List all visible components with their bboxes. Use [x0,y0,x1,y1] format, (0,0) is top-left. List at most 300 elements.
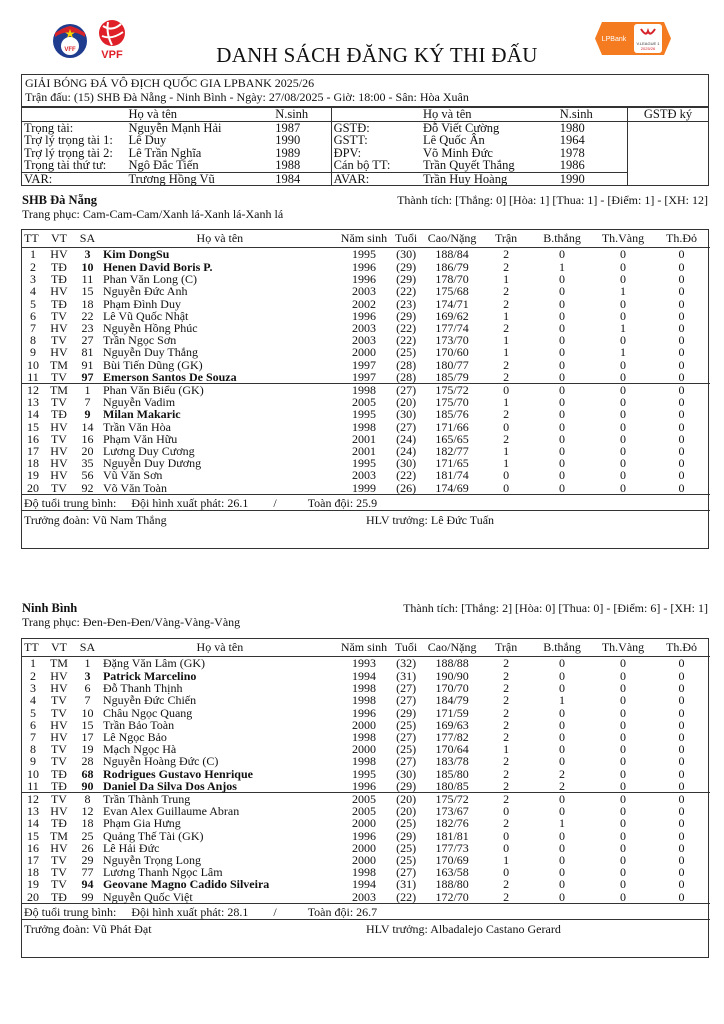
player-name: Nguyễn Quốc Việt [102,889,193,904]
shirt-number: 10 [81,260,94,274]
matches: 2 [503,754,510,769]
height-weight: 183/78 [435,754,469,769]
official-role: Trợ lý trọng tài 1: [24,133,113,147]
column-header-birth-year: Năm sinh [339,230,389,247]
age: (27) [389,384,423,397]
position: TV [50,693,67,708]
tt: 5 [29,296,36,311]
matches: 0 [503,480,510,495]
birth-year: 2000 [351,345,376,360]
position: HV [50,669,68,683]
official-name: Trần Huy Hoàng [421,172,558,186]
red-cards: 0 [678,444,685,459]
birth-year: 1995 [351,247,376,262]
age: (27) [396,681,417,696]
goals: 0 [559,742,566,757]
position: TĐ [50,407,67,422]
age: (28) [396,357,417,372]
officials-body [22,121,709,186]
red-cards: 0 [678,296,685,311]
red-cards: 0 [678,431,685,446]
height-weight: 181/81 [435,828,469,843]
shirt-number: 7 [84,395,91,410]
position: TV [50,369,67,384]
official-name: Nguyễn Mạnh Hải [128,120,222,135]
player-name: Nguyễn Đức Chiến [102,693,197,708]
player-name: Phạm Gia Hưng [102,816,181,831]
position: TV [50,705,67,720]
goals: 0 [559,705,566,720]
roster-header-row [22,230,710,247]
team-manager: Trưởng đoàn: Vũ Nam Thắng [24,512,167,527]
player-name: Phan Văn Long (C) [102,272,198,287]
height-weight: 190/90 [435,669,469,683]
avg-age-row: Độ tuổi trung bình: Đội hình xuất phát: 28.1 / Toàn đội: 26.7 [22,904,710,920]
column-header-age: Tuổi [389,639,423,656]
shirt-number: 15 [81,284,94,299]
shirt-number: 94 [81,877,94,892]
shirt-number: 3 [84,669,91,683]
shirt-number: 99 [81,889,94,904]
matches: 0 [503,468,510,483]
header-birth: N.sinh [273,108,331,122]
official-role: Trọng tài thứ tư: [24,158,107,172]
height-weight: 163/58 [435,865,469,880]
player-name: Trần Thành Trung [101,793,339,806]
tt: 6 [29,717,36,732]
goals: 1 [559,260,566,274]
age: (29) [396,308,417,323]
height-weight: 181/74 [435,468,469,483]
yellow-cards: 0 [620,816,627,831]
player-row [22,768,710,780]
shirt-number: 8 [74,793,101,806]
matches: 0 [481,384,531,397]
red-cards: 0 [678,656,685,671]
shirt-number: 25 [81,828,94,843]
official-year: 1986 [558,159,628,172]
goals: 0 [559,865,566,880]
birth-year: 1996 [351,260,376,274]
birth-year: 1999 [351,480,376,495]
position: TĐ [50,816,67,831]
player-row [22,359,710,371]
tt: 14 [26,407,39,422]
matches: 1 [503,742,510,757]
tt: 20 [26,480,39,495]
birth-year: 1996 [351,272,376,287]
column-header-height-weight: Cao/Nặng [423,639,481,656]
svg-text:LPBank: LPBank [601,36,627,43]
yellow-cards: 0 [620,828,627,843]
matches: 1 [503,345,510,360]
yellow-cards: 0 [620,730,627,745]
age: (31) [396,877,417,892]
matches: 1 [503,308,510,323]
tt: 14 [26,816,39,831]
matches: 2 [503,260,510,274]
height-weight: 177/73 [435,840,469,855]
svg-text:V.LEAGUE 1: V.LEAGUE 1 [636,41,660,46]
height-weight: 173/67 [435,804,469,819]
staff-row [22,920,710,957]
yellow-cards: 0 [620,656,627,671]
tt: 9 [29,754,36,769]
birth-year: 1997 [351,357,376,372]
birth-year: 2002 [351,296,376,311]
tt: 6 [29,308,36,323]
age: (22) [396,321,417,336]
position: HV [50,345,68,360]
column-header-matches: Trận [481,639,531,656]
height-weight: 173/70 [435,333,469,348]
red-cards: 0 [678,284,685,299]
yellow-cards: 0 [620,705,627,720]
red-cards: 0 [678,308,685,323]
birth-year: 2001 [351,444,376,459]
column-header-yellow-cards: Th.Vàng [593,639,653,656]
player-name: Châu Ngọc Quang [102,705,193,720]
age: (27) [396,754,417,769]
matches: 2 [503,369,510,384]
position: TM [49,357,68,372]
shirt-number: 10 [81,705,94,720]
match-details: Trận đấu: (15) SHB Đà Nẵng - Ninh Bình - Ngày: 27/08/2025 - Giờ: 18:00 - Sân: Hòa Xuân [25,90,469,104]
age: (22) [396,333,417,348]
roster-header-row [22,639,710,656]
tt: 16 [26,431,39,446]
official-year: 1990 [273,134,331,147]
goals: 0 [559,480,566,495]
yellow-cards: 0 [619,260,626,274]
shirt-number: 18 [81,816,94,831]
age: (30) [396,766,417,781]
position: TV [50,480,67,495]
goals: 0 [559,754,566,769]
tt: 10 [26,357,39,372]
position: TĐ [50,296,67,311]
player-name: Nguyễn Duy Dương [102,456,202,471]
height-weight: 185/80 [435,766,469,781]
position: HV [50,717,68,732]
red-cards: 0 [678,693,685,708]
yellow-cards: 0 [619,456,626,471]
shirt-number: 27 [81,333,94,348]
player-row [22,707,710,719]
goals: 0 [559,828,566,843]
player-name: Kim DongSu [102,247,170,262]
shirt-number: 22 [81,308,94,323]
position: HV [50,247,68,262]
matches: 0 [503,419,510,434]
birth-year: 1998 [351,419,376,434]
competition-name: GIẢI BÓNG ĐÁ VÔ ĐỊCH QUỐC GIA LPBANK 2025/26 [25,76,315,90]
tt: 8 [29,742,36,757]
matches: 1 [503,272,510,287]
age: (25) [396,816,417,831]
position: TV [50,333,67,348]
goals: 0 [559,804,566,819]
column-header-goals: B.thắng [531,639,593,656]
height-weight: 172/70 [435,889,469,904]
height-weight: 165/65 [435,431,469,446]
red-cards: 0 [678,681,685,696]
birth-year: 1998 [351,754,376,769]
column-header-matches: Trận [481,230,531,247]
player-name: Đỗ Thanh Thịnh [102,681,183,696]
birth-year: 1993 [351,656,376,671]
matches: 0 [503,840,510,855]
official-name: Lê Quốc Ân [422,133,485,147]
yellow-cards: 0 [620,778,627,793]
player-name: Nguyễn Vadim [102,395,176,410]
yellow-cards: 0 [620,754,627,769]
player-name: Bùi Tiến Dũng (GK) [102,357,203,372]
matches: 2 [503,407,510,422]
red-cards: 0 [678,357,685,372]
position: TĐ [50,778,67,793]
player-name: Võ Văn Toàn [102,480,167,495]
team-kit: Trang phục: Cam-Cam-Cam/Xanh lá-Xanh lá-Xanh lá [22,207,284,221]
red-cards: 0 [678,321,685,336]
matches: 2 [503,284,510,299]
position: TM [49,828,68,843]
height-weight: 185/79 [435,369,469,384]
matches: 2 [503,877,510,892]
tt: 11 [27,778,39,793]
age: (25) [396,853,417,868]
goals: 0 [559,395,566,410]
player-row [22,298,710,310]
yellow-cards: 0 [620,717,627,732]
goals: 1 [559,693,566,708]
tt: 10 [26,766,39,781]
player-name: Quảng Thế Tài (GK) [102,828,204,843]
matches: 2 [503,296,510,311]
yellow-cards: 0 [620,865,627,880]
matches: 2 [503,693,510,708]
yellow-cards: 0 [593,384,653,397]
shirt-number: 14 [81,419,94,434]
shirt-number: 3 [84,247,91,262]
goals: 0 [531,793,593,806]
matches: 0 [503,828,510,843]
player-row [22,830,710,842]
player-name: Nguyễn Đức Anh [102,284,188,299]
goals: 0 [559,656,566,671]
yellow-cards: 0 [620,766,627,781]
matches: 0 [503,804,510,819]
matches: 2 [503,247,510,262]
header-birth: N.sinh [558,108,628,122]
position: TM [44,384,74,397]
tt: 15 [26,419,39,434]
height-weight: 175/72 [423,384,481,397]
red-cards: 0 [678,369,685,384]
birth-year: 1994 [351,669,376,683]
position: TV [50,431,67,446]
player-name: Patrick Marcelino [102,669,197,683]
birth-year: 1996 [351,308,376,323]
height-weight: 171/66 [435,419,469,434]
age: (25) [396,840,417,855]
tt: 8 [29,333,36,348]
red-cards: 0 [678,468,685,483]
official-year: 1980 [558,121,628,134]
age: (29) [396,828,417,843]
birth-year: 2005 [339,793,389,806]
shirt-number: 6 [84,681,91,696]
birth-year: 1995 [351,766,376,781]
player-name: Lê Vũ Quốc Nhật [102,308,189,323]
height-weight: 180/77 [435,357,469,372]
player-name: Lương Duy Cương [102,444,195,459]
player-name: Mạch Ngọc Hà [102,742,177,757]
birth-year: 1995 [351,456,376,471]
player-row [22,346,710,358]
svg-text:VFF: VFF [64,47,76,53]
official-role: Trọng tài: [24,120,74,135]
player-name: Henen David Boris P. [102,260,213,274]
shirt-number: 91 [81,357,94,372]
official-name: Võ Minh Đức [422,145,493,160]
player-row [22,482,710,494]
page-title: DANH SÁCH ĐĂNG KÝ THI ĐẤU [216,43,538,67]
height-weight: 170/60 [435,345,469,360]
official-name: Lê Duy [128,133,167,147]
red-cards: 0 [678,804,685,819]
position: TĐ [50,766,67,781]
red-cards: 0 [678,865,685,880]
yellow-cards: 1 [619,321,626,336]
player-row [22,285,710,297]
birth-year: 2000 [351,742,376,757]
height-weight: 169/62 [435,308,469,323]
shirt-number: 18 [81,296,94,311]
shirt-number: 7 [84,693,91,708]
roster-away [21,638,709,958]
official-role: AVAR: [331,172,421,186]
goals: 0 [559,889,566,904]
official-role: GSTĐ: [333,120,370,135]
goals: 0 [559,444,566,459]
column-header-player-name: Họ và tên [101,230,339,247]
player-row [22,469,710,481]
tt: 17 [26,853,39,868]
age: (29) [396,778,417,793]
goals: 0 [559,321,566,336]
position: TV [50,853,67,868]
tt: 1 [29,656,36,671]
tt: 7 [29,730,36,745]
player-name: Nguyễn Hồng Phúc [102,321,198,336]
tt: 2 [29,260,36,274]
birth-year: 1996 [351,705,376,720]
official-year: 1989 [273,147,331,160]
height-weight: 178/70 [435,272,469,287]
age: (27) [396,865,417,880]
head-coach: HLV trưởng: Lê Đức Tuấn [366,512,495,527]
column-header-shirt-number: SA [74,230,101,247]
goals: 0 [559,272,566,287]
goals: 0 [559,419,566,434]
birth-year: 2000 [351,853,376,868]
red-cards: 0 [678,889,685,904]
position: HV [50,804,68,819]
official-name: Trần Quyết Thắng [422,158,515,172]
player-name: Trần Văn Hòa [102,419,171,434]
column-header-position: VT [44,639,74,656]
shirt-number: 20 [81,444,94,459]
official-year: 1988 [273,159,331,172]
age: (31) [396,669,417,683]
head-coach: HLV trưởng: Albadalejo Castano Gerard [366,921,561,936]
matches: 2 [503,778,510,793]
yellow-cards: 0 [619,444,626,459]
birth-year: 2005 [351,395,376,410]
position: TĐ [50,272,67,287]
birth-year: 2005 [351,804,376,819]
goals: 0 [559,468,566,483]
tt: 12 [22,384,44,397]
goals: 0 [559,669,566,683]
column-header-red-cards: Th.Đỏ [653,639,710,656]
matches: 2 [503,705,510,720]
age: (20) [396,395,417,410]
official-role: Cán bộ TT: [333,158,391,172]
goals: 0 [559,333,566,348]
shirt-number: 92 [81,480,94,495]
team-record: Thành tích: [Thắng: 2] [Hòa: 0] [Thua: 0] - [Điểm: 6] - [XH: 1] [403,601,708,615]
yellow-cards: 0 [620,877,627,892]
age: (27) [396,730,417,745]
tt: 2 [29,669,36,683]
position: HV [50,468,68,483]
height-weight: 174/71 [435,296,469,311]
position: TV [44,793,74,806]
position: TV [50,877,67,892]
matches: 2 [503,431,510,446]
shirt-number: 56 [81,468,94,483]
column-header-age: Tuổi [389,230,423,247]
age: (30) [396,407,417,422]
player-name: Phạm Đình Duy [102,296,181,311]
tt: 12 [22,793,44,806]
matches: 1 [503,333,510,348]
player-name: Nguyễn Trọng Long [102,853,201,868]
age: (23) [396,296,417,311]
yellow-cards: 0 [619,395,626,410]
official-name: Đỗ Viết Cường [422,120,500,135]
officials-table [21,107,709,186]
height-weight: 188/88 [435,656,469,671]
player-name: Lê Ngọc Bảo [102,730,167,745]
yellow-cards: 0 [619,247,626,262]
matches: 2 [503,681,510,696]
tt: 19 [26,877,39,892]
position: TĐ [50,260,67,274]
yellow-cards: 0 [619,357,626,372]
tt: 15 [26,828,39,843]
team-footer [22,494,710,548]
goals: 0 [559,296,566,311]
player-name: Trần Ngọc Sơn [102,333,177,348]
official-year: 1978 [558,147,628,160]
yellow-cards: 0 [620,681,627,696]
player-name: Đặng Văn Lâm (GK) [102,656,206,671]
column-header-shirt-number: SA [74,639,101,656]
tt: 4 [29,284,36,299]
